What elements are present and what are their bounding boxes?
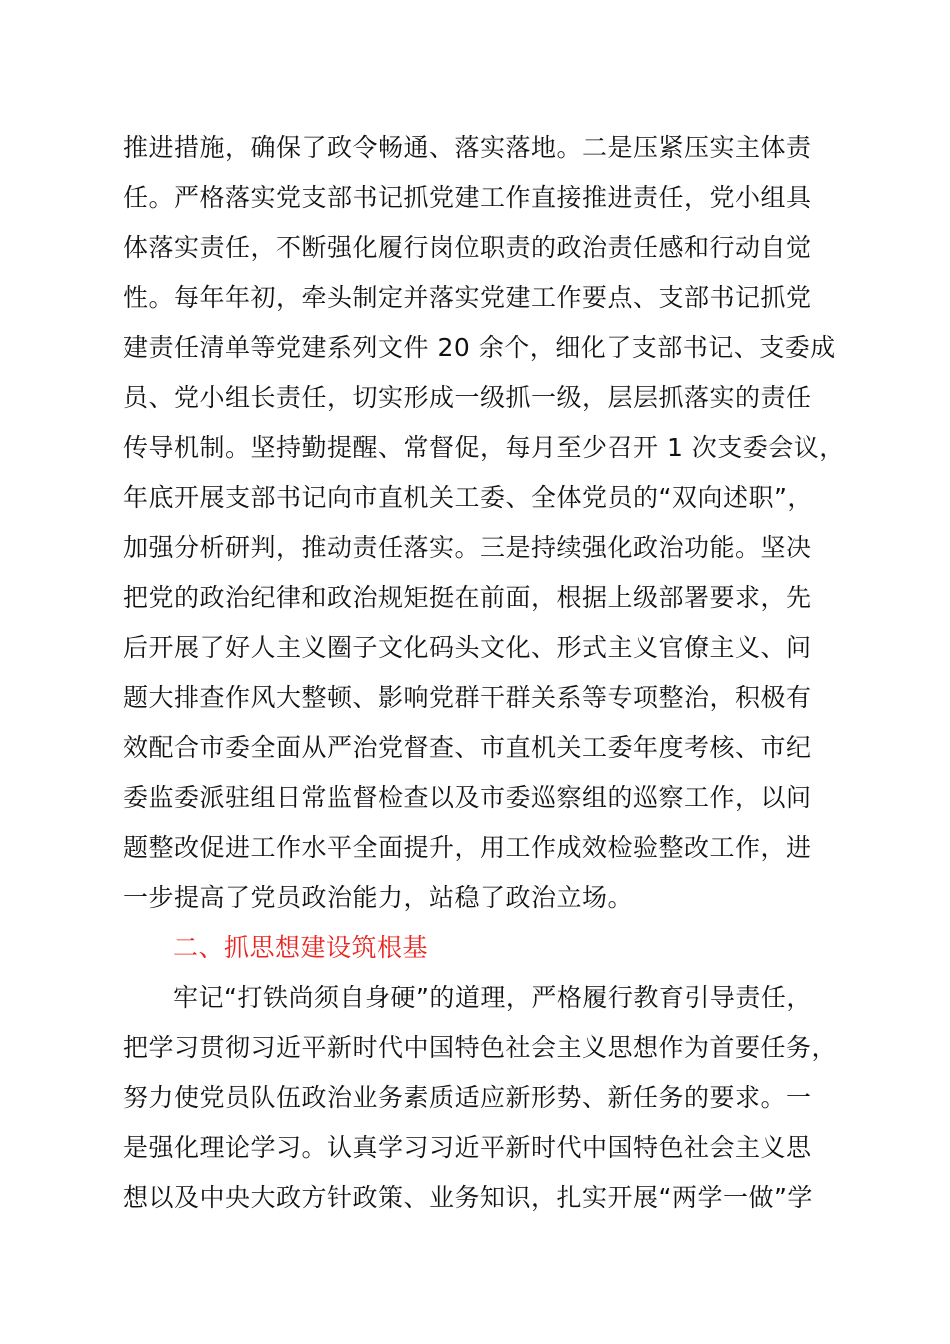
paragraph-line: 传导机制。坚持勤提醒、常督促，每月至少召开 1 次支委会议， [123,433,845,462]
paragraph-line: 任。严格落实党支部书记抓党建工作直接推进责任，党小组具 [123,183,812,212]
paragraph-line: 年底开展支部书记向市直机关工委、全体党员的“双向述职”， [123,483,813,512]
section-heading: 二、抓思想建设筑根基 [173,933,429,962]
paragraph-line: 题整改促进工作水平全面提升，用工作成效检验整改工作，进 [123,833,812,862]
paragraph-line: 后开展了好人主义圈子文化码头文化、形式主义官僚主义、问 [123,633,812,662]
paragraph-line: 想以及中央大政方针政策、业务知识，扎实开展“两学一做”学 [123,1183,813,1212]
paragraph-line: 性。每年年初，牵头制定并落实党建工作要点、支部书记抓党 [123,283,812,312]
paragraph-line: 委监委派驻组日常监督检查以及市委巡察组的巡察工作，以问 [123,783,812,812]
paragraph-line: 体落实责任，不断强化履行岗位职责的政治责任感和行动自觉 [123,233,812,262]
paragraph-line: 效配合市委全面从严治党督查、市直机关工委年度考核、市纪 [123,733,812,762]
paragraph-line: 把党的政治纪律和政治规矩挺在前面，根据上级部署要求，先 [123,583,812,612]
paragraph-line: 把学习贯彻习近平新时代中国特色社会主义思想作为首要任务， [123,1033,838,1062]
paragraph-line: 是强化理论学习。认真学习习近平新时代中国特色社会主义思 [123,1133,812,1162]
paragraph-line: 牢记“打铁尚须自身硬”的道理，严格履行教育引导责任， [173,983,812,1012]
paragraph-line: 题大排查作风大整顿、影响党群干群关系等专项整治，积极有 [123,683,812,712]
paragraph-line: 推进措施，确保了政令畅通、落实落地。二是压紧压实主体责 [123,133,812,162]
paragraph-line: 一步提高了党员政治能力，站稳了政治立场。 [123,883,634,912]
paragraph-line: 建责任清单等党建系列文件 20 余个，细化了支部书记、支委成 [123,333,836,362]
paragraph-line: 努力使党员队伍政治业务素质适应新形势、新任务的要求。一 [123,1083,812,1112]
paragraph-line: 加强分析研判，推动责任落实。三是持续强化政治功能。坚决 [123,533,812,562]
paragraph-line: 员、党小组长责任，切实形成一级抓一级，层层抓落实的责任 [123,383,812,412]
